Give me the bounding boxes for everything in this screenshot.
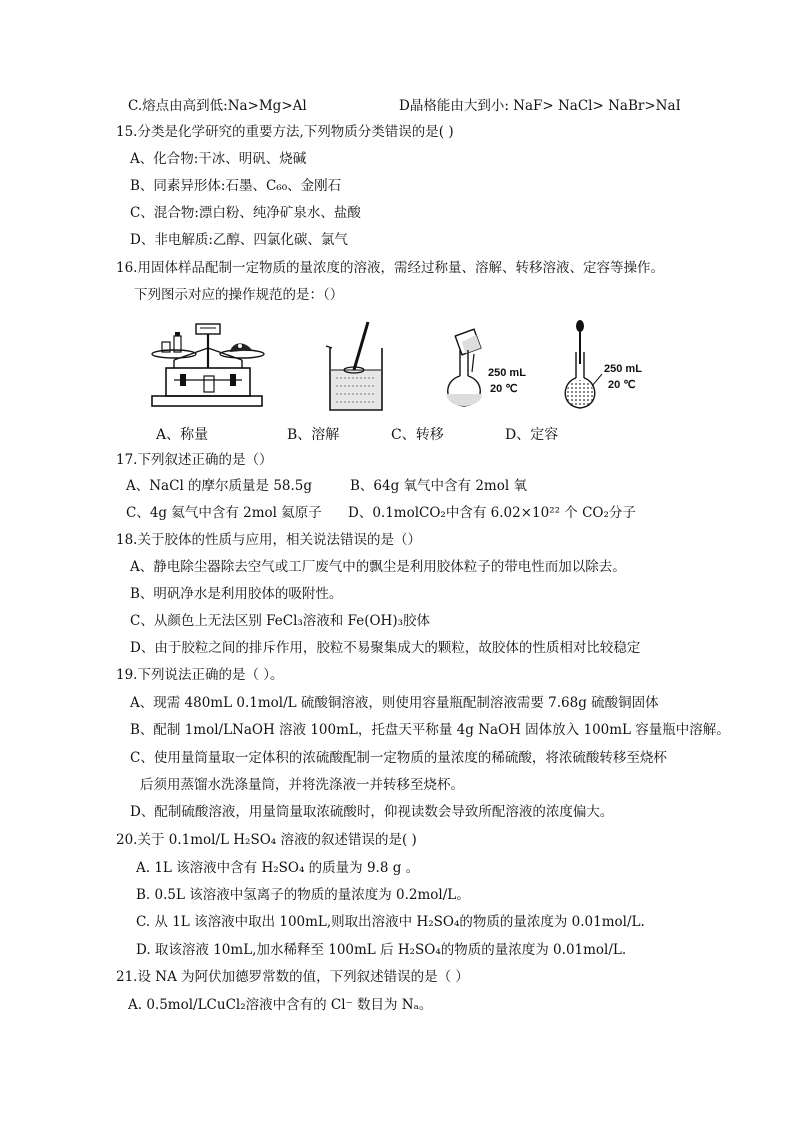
q16-stem: 16.用固体样品配制一定物质的量浓度的溶液，需经过称量、溶解、转移溶液、定容等操作。 bbox=[116, 260, 664, 276]
q18-option-a: A、静电除尘器除去空气或工厂废气中的飘尘是利用胶体粒子的带电性而加以除去。 bbox=[130, 559, 626, 575]
q21-option-a: A. 0.5mol/LCuCl₂溶液中含有的 Cl⁻ 数目为 Nₐ。 bbox=[128, 997, 433, 1013]
flask-c-volume: 250 mL bbox=[488, 367, 526, 379]
q17-option-c: C、4g 氦气中含有 2mol 氦原子 bbox=[126, 505, 322, 521]
q18-stem: 18.关于胶体的性质与应用，相关说法错误的是（） bbox=[116, 532, 421, 548]
q19-option-d: D、配制硫酸溶液，用量筒量取浓硫酸时，仰视读数会导致所配溶液的浓度偏大。 bbox=[130, 804, 614, 820]
q20-stem: 20.关于 0.1mol/L H₂SO₄ 溶液的叙述错误的是( ) bbox=[116, 832, 417, 848]
q21-stem: 21.设 NA 为阿伏加德罗常数的值，下列叙述错误的是（ ） bbox=[116, 969, 469, 985]
q20-option-b: B. 0.5L 该溶液中氢离子的物质的量浓度为 0.2mol/L。 bbox=[136, 887, 470, 903]
flask-d-temp: 20 ℃ bbox=[608, 379, 636, 391]
q15-option-a: A、化合物:干冰、明矾、烧碱 bbox=[130, 151, 307, 167]
q20-option-d: D. 取该溶液 10mL,加水稀释至 100mL 后 H₂SO₄的物质的量浓度为 0.01mol/L. bbox=[136, 942, 627, 958]
q19-stem: 19.下列说法正确的是（ ）。 bbox=[116, 667, 284, 683]
q17-stem: 17.下列叙述正确的是（） bbox=[116, 452, 273, 468]
make-up-figure bbox=[562, 318, 652, 410]
q16-stem-2: 下列图示对应的操作规范的是：（） bbox=[134, 287, 344, 303]
flask-d-volume: 250 mL bbox=[604, 363, 642, 375]
beaker-figure bbox=[324, 318, 388, 414]
q14-option-d: D晶格能由大到小: NaF> NaCl> NaBr>NaI bbox=[399, 98, 681, 114]
q15-option-b: B、同素异形体:石墨、C₆₀、金刚石 bbox=[130, 178, 342, 194]
q19-option-a: A、现需 480mL 0.1mol/L 硫酸铜溶液，则使用容量瓶配制溶液需要 7.68g 硫酸铜固体 bbox=[130, 695, 659, 711]
caption-c: C、转移 bbox=[391, 427, 444, 443]
flask-c-temp: 20 ℃ bbox=[490, 383, 518, 395]
q19-option-c: C、使用量筒量取一定体积的浓硫酸配制一定物质的量浓度的稀硫酸，将浓硫酸转移至烧杯 bbox=[130, 750, 667, 766]
caption-a: A、称量 bbox=[156, 427, 209, 443]
q17-option-a: A、NaCl 的摩尔质量是 58.5g bbox=[126, 478, 313, 494]
q20-option-a: A. 1L 该溶液中含有 H₂SO₄ 的质量为 9.8 g 。 bbox=[136, 860, 420, 876]
q18-option-b: B、明矾净水是利用胶体的吸附性。 bbox=[130, 586, 343, 602]
caption-d: D、定容 bbox=[505, 427, 559, 443]
caption-b: B、溶解 bbox=[287, 427, 340, 443]
q20-option-c: C. 从 1L 该溶液中取出 100mL,则取出溶液中 H₂SO₄的物质的量浓度为 0.01mol/L. bbox=[136, 914, 645, 930]
transfer-figure bbox=[438, 324, 528, 408]
q14-option-c: C.熔点由高到低:Na>Mg>Al bbox=[128, 98, 307, 114]
q15-option-c: C、混合物:漂白粉、纯净矿泉水、盐酸 bbox=[130, 205, 361, 221]
q15-option-d: D、非电解质:乙醇、四氯化碳、氯气 bbox=[130, 232, 348, 248]
q17-option-d: D、0.1molCO₂中含有 6.02×10²² 个 CO₂分子 bbox=[348, 505, 636, 521]
q15-stem: 15.分类是化学研究的重要方法,下列物质分类错误的是( ) bbox=[116, 124, 454, 140]
q17-option-b: B、64g 氧气中含有 2mol 氧 bbox=[350, 478, 527, 494]
balance-figure bbox=[144, 316, 268, 412]
q18-option-d: D、由于胶粒之间的排斥作用，胶粒不易聚集成大的颗粒，故胶体的性质相对比较稳定 bbox=[130, 640, 641, 656]
q18-option-c: C、从颜色上无法区别 FeCl₃溶液和 Fe(OH)₃胶体 bbox=[130, 613, 430, 629]
q19-option-c-cont: 后须用蒸馏水洗涤量筒，并将洗涤液一并转移至烧杯。 bbox=[140, 777, 464, 793]
q19-option-b: B、配制 1mol/LNaOH 溶液 100mL，托盘天平称量 4g NaOH 固体放入 100mL 容量瓶中溶解。 bbox=[130, 722, 730, 738]
